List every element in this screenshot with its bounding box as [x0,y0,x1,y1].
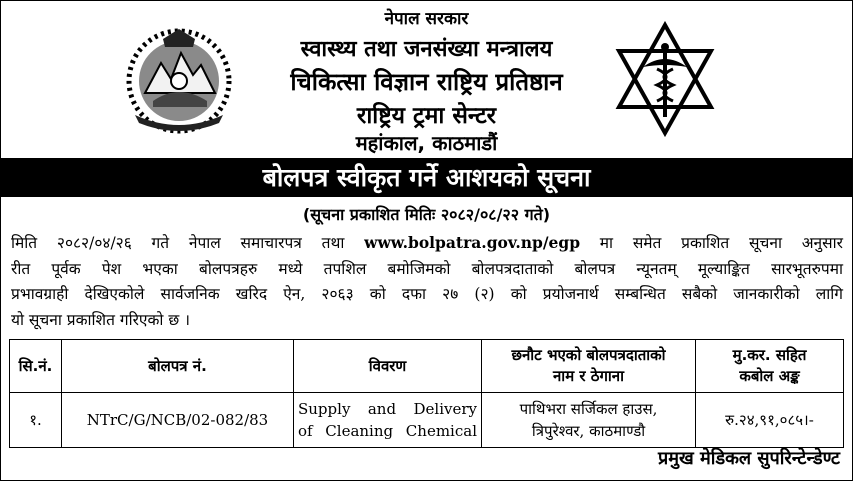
header-sn: सि.नं. [10,340,62,393]
header-amount-line-1: मु.कर. सहित [732,346,807,364]
body-line-4: यो सूचना प्रकाशित गरिएको छ । [11,310,191,329]
bolpatra-url: www.bolpatra.gov.np/egp [364,233,581,252]
publication-date: (सूचना प्रकाशित मितिः २०८२/०८/२२ गते) [302,205,551,224]
header-bid-no: बोलपत्र नं. [62,340,294,393]
body-line-1-start: मिति २०८२/०४/२६ गते नेपाल समाचारपत्र तथा [11,234,345,252]
cell-description [294,393,482,448]
table-header-row [10,340,844,393]
body-line-1-end: मा समेत प्रकाशित सूचना अनुसार [599,234,843,252]
academy-name: चिकित्सा विज्ञान राष्ट्रिय प्रतिष्ठान [290,68,563,96]
cell-bidder [482,393,696,448]
body-line-1 [11,230,843,257]
table-row [10,393,844,448]
notice-title: बोलपत्र स्वीकृत गर्ने आशयको सूचना [1,158,852,197]
desc-line-2: of Cleaning Chemical [298,422,477,440]
center-location: महांकाल, काठमाडौं [355,131,498,155]
bidder-name: पाथिभरा सर्जिकल हाउस, [519,400,658,418]
notice-body [11,230,843,333]
tender-table [9,339,844,448]
ministry-name: स्वास्थ्य तथा जनसंख्या मन्त्रालय [300,37,553,62]
header-bidder [482,340,696,393]
desc-line-1: Supply and Delivery [298,400,477,418]
cell-bid-no: NTrC/G/NCB/02-082/83 [62,393,294,448]
header-bidder-line-2: नाम र ठेगाना [552,367,624,385]
cell-amount: रु.२४,९१,०८५।- [696,393,844,448]
notice-header [1,1,852,157]
body-line-2: रीत पूर्वक पेश भएका बोलपत्रहरु मध्ये तपशिल बमोजिमको बोलपत्रदाताको बोलपत्र न्यूनतम् मूल्याङ्कित सारभूतरुपमा [11,259,843,278]
header-bidder-line-1: छनौट भएको बोलपत्रदाताको [511,346,666,364]
bidder-address: त्रिपुरेश्वर, काठमाण्डौ [531,422,646,440]
signatory: प्रमुख मेडिकल सुपरिन्टेन्डेण्ट [658,448,840,469]
header-description: विवरण [294,340,482,393]
star-caduceus-icon [613,21,717,139]
header-amount [696,340,844,393]
center-name: राष्ट्रिय ट्रमा सेन्टर [356,103,497,129]
government-name: नेपाल सरकार [384,9,469,29]
cell-sn: १. [10,393,62,448]
body-line-3: प्रभावग्राही देखिएकोले सार्वजनिक खरिद ऐन, २०६३ को दफा २७ (२) को प्रयोजनार्थ सम्बन्धित सबैको जानकारीको लागि [11,285,843,303]
header-amount-line-2: कबोल अङ्क [739,367,800,385]
